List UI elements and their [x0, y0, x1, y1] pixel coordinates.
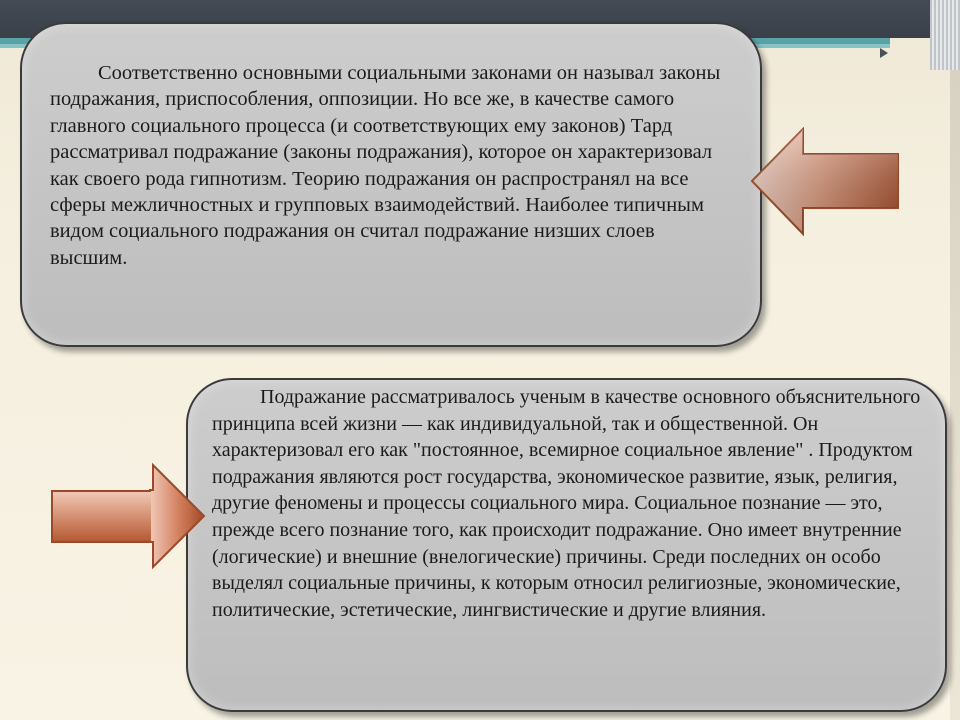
- paragraph-1: Соответственно основными социальными законами он называл законы подражания, приспособления, оппозиции. Но все же, в качестве самого главного социального процесса (и соответствующих ему законов) Тард рассматривал подражание (законы подражания), которое он характеризовал как своего рода гипнотизм. Теорию подражания он распространял на все сферы межличностных и групповых взаимодействий. Наиболее типичным видом социального подражания он считал подражание низших слоев высшим.: [50, 62, 721, 269]
- paragraph-2: Подражание рассматривалось ученым в качестве основного объяснительного принципа всей жизни — как индивидуальной, так и общественной. Он характеризовал его как "постоянное, всемирное социальное явление" . Продуктом подражания являются рост государства, экономическое развитие, язык, религия, другие феномены и процессы социального мира. Социальное познание — это, прежде всего познание того, как происходит подражание. Оно имеет внутренние (логические) и внешние (внелогические) причины. Среди последних он особо выделял социальные причины, к которым относил религиозные, экономические, политические, эстетические, лингвистические и другие влияния.: [212, 386, 921, 621]
- right-arrow-tail: [51, 490, 151, 543]
- left-arrow-icon: [750, 127, 900, 237]
- corner-decoration: [930, 0, 960, 70]
- text-box-2: [186, 378, 947, 712]
- text-box-1: [20, 22, 762, 347]
- side-decoration: [950, 70, 960, 720]
- header-triangle-icon: [880, 48, 888, 58]
- right-arrow-icon: [148, 463, 206, 569]
